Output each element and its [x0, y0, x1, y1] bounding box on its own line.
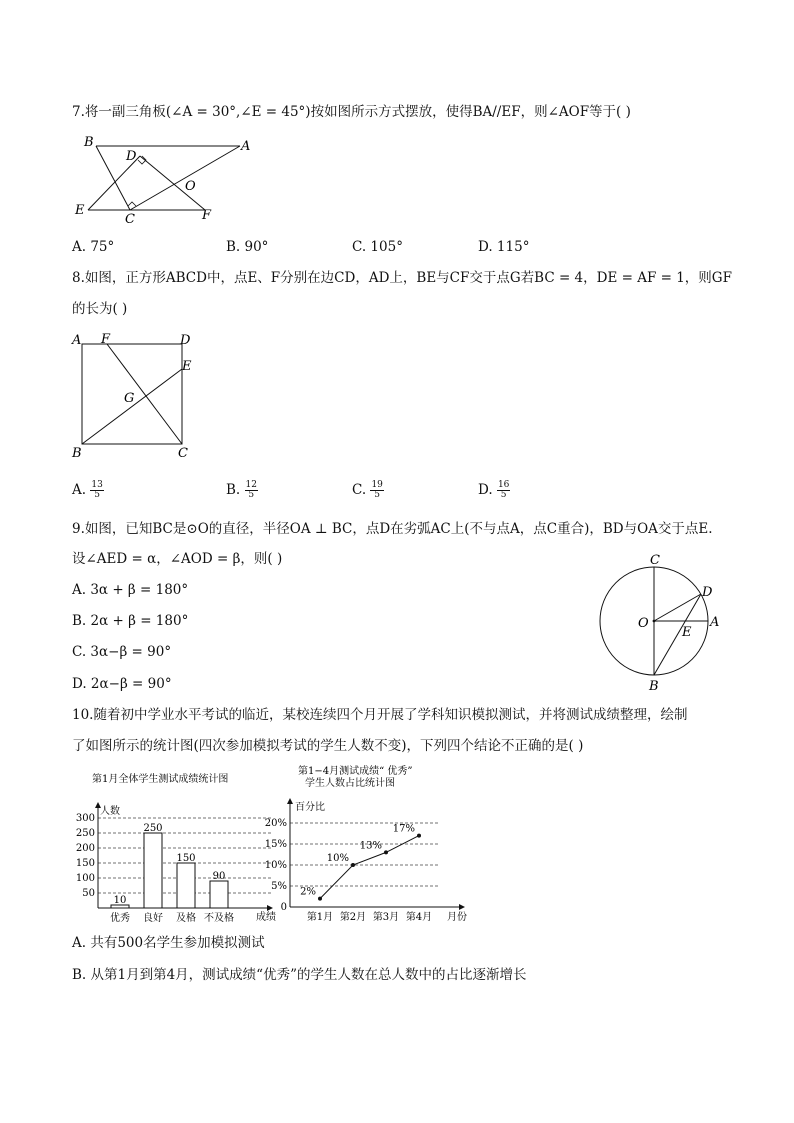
line-chart-ylabel: 百分比	[295, 802, 325, 813]
q7-option-c: C. 105°	[352, 239, 403, 255]
q7-label-C: C	[125, 212, 135, 227]
bar-ytick-label: 50	[82, 888, 95, 899]
line-value-label: 17%	[392, 823, 415, 835]
line-chart	[265, 764, 480, 929]
q8-label-B: B	[72, 446, 82, 461]
line-point	[384, 850, 388, 854]
line-category-label: 第3月	[372, 912, 400, 923]
q7-label-E: E	[75, 203, 85, 218]
bar-value-label: 150	[176, 853, 196, 864]
q8-label-F: F	[101, 332, 111, 347]
line-category-label: 第2月	[339, 912, 367, 923]
bar-chart-ylabel: 人数	[100, 806, 120, 817]
bar-3	[210, 881, 228, 908]
q8-stem-line1: 8.如图，正方形ABCD中，点E、F分别在边CD，AD上，BE与CF交于点G若BC = 4，DE = AF = 1，则GF	[72, 270, 732, 286]
q7-option-d: D. 115°	[478, 239, 530, 255]
q9-figure	[592, 550, 732, 695]
bar-chart-xlabel: 成绩	[256, 912, 276, 923]
q9-label-A: A	[710, 615, 720, 630]
bar-chart-title: 第1月全体学生测试成绩统计图	[92, 774, 229, 785]
line-value-label: 10%	[326, 853, 349, 864]
line-ytick-label: 20%	[265, 818, 287, 829]
bar-ytick-label: 150	[75, 858, 95, 869]
q8-option-a: A. $\frac{13}{5}$	[72, 480, 103, 500]
q7-option-a: A. 75°	[72, 239, 115, 255]
bar-ytick-label: 200	[75, 843, 95, 854]
bar-category-label: 及格	[176, 913, 196, 924]
q9-stem-line2: 设∠AED = α，∠AOD = β，则( )	[72, 551, 283, 567]
q7-label-B: B	[84, 135, 94, 150]
line-chart-xlabel: 月份	[447, 912, 467, 923]
q10-option-a: A. 共有500名学生参加模拟测试	[72, 935, 265, 951]
q10-option-b: B. 从第1月到第4月，测试成绩“优秀”的学生人数在总人数中的占比逐渐增长	[72, 967, 527, 983]
q9-label-E: E	[682, 625, 692, 640]
line-chart-title-2: 学生人数占比统计图	[305, 778, 395, 789]
q7-label-F: F	[202, 208, 212, 223]
q7-label-D: D	[126, 149, 137, 164]
q9-stem-line1: 9.如图，已知BC是⊙O的直径，半径OA ⊥ BC，点D在劣弧AC上(不与点A，点C重合)，BD与OA交于点E.	[72, 521, 713, 537]
line-x-arrow	[459, 904, 465, 910]
q8-label-E: E	[182, 359, 192, 374]
q8-option-d: D. $\frac{16}{5}$	[478, 480, 510, 500]
bar-category-label: 良好	[143, 913, 163, 924]
q7-label-O: O	[185, 179, 196, 194]
q9-label-C: C	[650, 553, 660, 568]
q7-option-b: B. 90°	[226, 239, 269, 255]
q10-stem-line2: 了如图所示的统计图(四次参加模拟考试的学生人数不变)，下列四个结论不正确的是( )	[72, 738, 584, 754]
q8-label-C: C	[178, 446, 188, 461]
line-point	[417, 834, 421, 838]
q9-option-b: B. 2α + β = 180°	[72, 613, 189, 629]
q10-stem-line1: 10.随着初中学业水平考试的临近，某校连续四个月开展了学科知识模拟测试，并将测试成绩整理，绘制	[72, 707, 688, 723]
line-point	[318, 897, 322, 901]
q7-label-A: A	[241, 139, 251, 154]
bar-category-label: 优秀	[110, 913, 130, 924]
q8-option-c: C. $\frac{19}{5}$	[352, 480, 383, 500]
line-y-arrow	[287, 798, 293, 804]
q9-label-B: B	[649, 679, 659, 694]
q8-figure	[70, 330, 200, 462]
bar-value-label: 10	[113, 895, 127, 906]
q9-option-d: D. 2α−β = 90°	[72, 676, 172, 692]
bar-ytick-label: 300	[75, 813, 95, 824]
line-ytick-label: 5%	[271, 881, 287, 892]
q9-option-c: C. 3α−β = 90°	[72, 644, 172, 660]
bar-2	[177, 863, 195, 908]
q9-label-D: D	[702, 585, 713, 600]
bar-value-label: 90	[212, 871, 226, 882]
bar-1	[144, 833, 162, 908]
line-category-label: 第4月	[405, 912, 433, 923]
line-chart-title-1: 第1−4月测试成绩“ 优秀”	[298, 766, 413, 777]
bar-ytick-label: 250	[75, 828, 95, 839]
q8-stem-line2: 的长为( )	[72, 301, 128, 317]
q7-stem: 7.将一副三角板(∠A = 30°,∠E = 45°)按如图所示方式摆放，使得BA//EF，则∠AOF等于( )	[72, 104, 631, 120]
q7-figure	[70, 132, 260, 227]
line-ytick-label: 15%	[265, 839, 287, 850]
q8-label-G: G	[124, 391, 135, 406]
bar-value-label: 250	[143, 823, 163, 834]
bar-ytick-label: 100	[75, 873, 95, 884]
q9-option-a: A. 3α + β = 180°	[72, 582, 189, 598]
line-value-label: 2%	[300, 886, 316, 898]
line-ytick-label: 10%	[265, 860, 287, 871]
line-point	[351, 863, 355, 867]
q8-label-A: A	[72, 333, 82, 348]
q8-option-b: B. $\frac{12}{5}$	[226, 480, 257, 500]
line-ytick-label: 0	[280, 902, 287, 913]
line-category-label: 第1月	[306, 912, 334, 923]
bar-category-label: 不及格	[204, 913, 234, 924]
q9-label-O: O	[638, 616, 649, 631]
line-value-label: 13%	[359, 840, 382, 852]
q8-label-D: D	[180, 333, 191, 348]
bar-chart	[70, 764, 285, 929]
